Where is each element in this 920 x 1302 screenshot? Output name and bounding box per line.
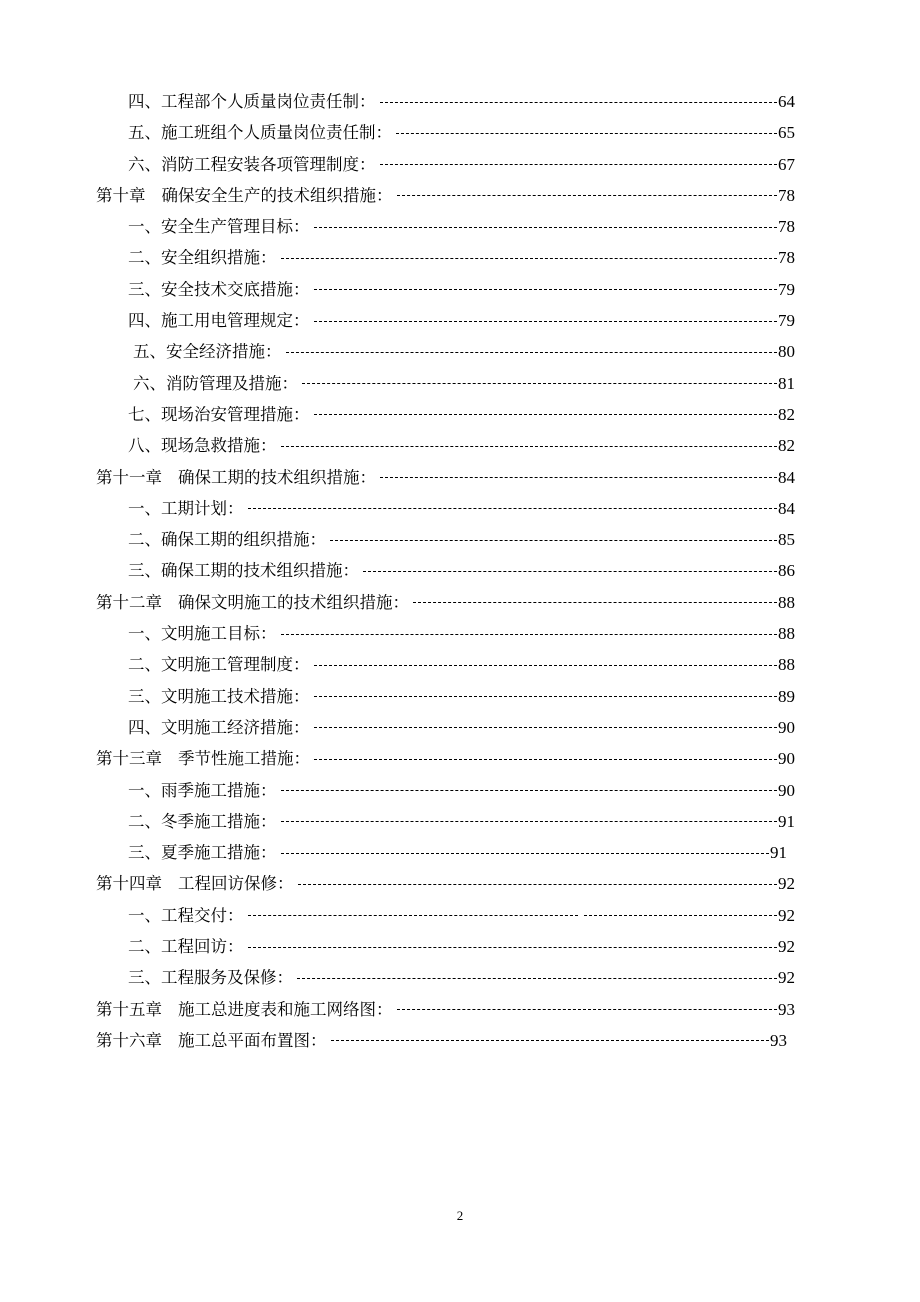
dot-leader: [248, 915, 579, 916]
toc-page-number: 79: [778, 279, 795, 299]
chapter-number: 第十五章: [96, 999, 162, 1019]
toc-section-entry[interactable]: [0, 493, 920, 524]
toc-page-number: 91: [770, 843, 787, 863]
dot-leader: [314, 414, 778, 415]
dot-leader: [281, 446, 778, 447]
dot-leader: [248, 947, 778, 948]
toc-entry-title: 二、确保工期的组织措施：: [128, 530, 326, 550]
dot-leader: [297, 978, 777, 979]
toc-section-entry[interactable]: [0, 149, 920, 180]
toc-entry-title: 一、工程交付：: [128, 905, 244, 925]
toc-entry-title: 八、现场急救措施：: [128, 436, 277, 456]
toc-page-number: 92: [778, 937, 795, 957]
dot-leader: [380, 164, 778, 165]
toc-section-entry[interactable]: [0, 681, 920, 712]
toc-section-entry[interactable]: [0, 336, 920, 367]
toc-chapter-entry[interactable]: [0, 180, 920, 211]
toc-section-entry[interactable]: [0, 86, 920, 117]
toc-page-number: 89: [778, 686, 795, 706]
toc-section-entry[interactable]: [0, 524, 920, 555]
dot-leader: [314, 759, 777, 760]
chapter-title: 确保安全生产的技术组织措施：: [161, 185, 393, 205]
toc-entry-title: [96, 868, 294, 899]
toc-chapter-entry[interactable]: [0, 994, 920, 1025]
toc-chapter-entry[interactable]: [0, 868, 920, 899]
toc-page-number: 67: [778, 154, 795, 174]
dot-leader: [286, 352, 778, 353]
toc-section-entry[interactable]: [0, 430, 920, 461]
dot-leader: [281, 634, 778, 635]
chapter-number: 第十四章: [96, 874, 162, 894]
toc-section-entry[interactable]: [0, 117, 920, 148]
toc-page-number: 93: [778, 999, 795, 1019]
toc-page-number: 92: [778, 905, 795, 925]
toc-entry-title: 五、施工班组个人质量岗位责任制：: [128, 123, 392, 143]
dot-leader: [314, 289, 778, 290]
toc-page-number: 82: [778, 404, 795, 424]
table-of-contents: [0, 86, 920, 1056]
dot-leader: [314, 696, 778, 697]
toc-section-entry[interactable]: [0, 649, 920, 680]
toc-page-number: 90: [778, 749, 795, 769]
toc-page-number: 80: [778, 342, 795, 362]
dot-leader: [314, 321, 778, 322]
toc-page-number: 92: [778, 968, 795, 988]
chapter-number: 第十二章: [96, 592, 162, 612]
chapter-number: 第十一章: [96, 467, 162, 487]
chapter-title: 施工总进度表和施工网络图：: [178, 999, 393, 1019]
toc-entry-title: 一、文明施工目标：: [128, 624, 277, 644]
toc-page-number: 88: [778, 655, 795, 675]
dot-leader: [281, 853, 770, 854]
toc-chapter-entry[interactable]: [0, 462, 920, 493]
toc-page-number: 92: [778, 874, 795, 894]
toc-chapter-entry[interactable]: [0, 743, 920, 774]
toc-chapter-entry[interactable]: [0, 587, 920, 618]
toc-section-entry[interactable]: [0, 837, 920, 868]
toc-page-number: 78: [778, 185, 795, 205]
toc-page-number: 85: [778, 530, 795, 550]
toc-page-number: 88: [778, 624, 795, 644]
toc-entry-title: [96, 462, 376, 493]
dot-leader: [363, 571, 777, 572]
toc-entry-title: 一、安全生产管理目标：: [128, 217, 310, 237]
dot-leader: [314, 665, 778, 666]
dot-leader: [314, 227, 778, 228]
toc-section-entry[interactable]: [0, 274, 920, 305]
toc-page-number: 65: [778, 123, 795, 143]
toc-page-number: 90: [778, 780, 795, 800]
chapter-number: 第十章: [96, 185, 146, 205]
toc-entry-title: 三、工程服务及保修：: [128, 968, 293, 988]
dot-leader: [281, 821, 778, 822]
dot-leader: [281, 258, 778, 259]
toc-entry-title: 二、冬季施工措施：: [128, 811, 277, 831]
toc-chapter-entry[interactable]: [0, 1025, 920, 1056]
toc-page-number: 93: [770, 1030, 787, 1050]
dot-leader: [397, 195, 778, 196]
dot-leader: [396, 133, 777, 134]
dot-leader: [380, 102, 778, 103]
toc-page-number: 78: [778, 217, 795, 237]
toc-entry-title: 二、文明施工管理制度：: [128, 655, 310, 675]
toc-entry-title: 四、文明施工经济措施：: [128, 717, 310, 737]
toc-section-entry[interactable]: [0, 242, 920, 273]
toc-entry-title: 一、雨季施工措施：: [128, 780, 277, 800]
dot-leader: [302, 383, 777, 384]
toc-section-entry[interactable]: [0, 806, 920, 837]
dot-leader: [281, 790, 778, 791]
toc-section-entry[interactable]: [0, 618, 920, 649]
chapter-number: 第十六章: [96, 1030, 162, 1050]
toc-entry-title: [96, 587, 409, 618]
toc-entry-title: 五、安全经济措施：: [133, 342, 282, 362]
toc-entry-title: 三、文明施工技术措施：: [128, 686, 310, 706]
dot-leader: [397, 1009, 778, 1010]
toc-entry-title: 六、消防管理及措施：: [133, 373, 298, 393]
dot-leader: [380, 477, 777, 478]
dot-leader: [331, 1040, 770, 1041]
toc-entry-title: [96, 743, 310, 774]
chapter-title: 确保工期的技术组织措施：: [178, 467, 376, 487]
toc-entry-title: 一、工期计划：: [128, 498, 244, 518]
toc-page-number: 84: [778, 467, 795, 487]
toc-section-entry[interactable]: [0, 900, 920, 931]
toc-entry-title: [96, 994, 393, 1025]
toc-section-entry[interactable]: [0, 368, 920, 399]
toc-page-number: 79: [778, 311, 795, 331]
toc-entry-title: 三、夏季施工措施：: [128, 843, 277, 863]
toc-entry-title: 四、工程部个人质量岗位责任制：: [128, 92, 376, 111]
toc-page-number: 86: [778, 561, 795, 581]
toc-entry-title: 二、工程回访：: [128, 937, 244, 957]
chapter-number: 第十三章: [96, 749, 162, 769]
toc-section-entry[interactable]: [0, 211, 920, 242]
toc-section-entry[interactable]: [0, 305, 920, 336]
toc-page-number: 64: [778, 92, 795, 111]
toc-page-number: 81: [778, 373, 795, 393]
chapter-title: 确保文明施工的技术组织措施：: [178, 592, 409, 612]
toc-entry-title: 七、现场治安管理措施：: [128, 404, 310, 424]
toc-page-number: 84: [778, 498, 795, 518]
toc-section-entry[interactable]: [0, 931, 920, 962]
toc-entry-title: 三、确保工期的技术组织措施：: [128, 561, 359, 581]
page-number: 2: [456, 1208, 464, 1223]
toc-page-number: 91: [778, 811, 795, 831]
dot-leader: [298, 884, 778, 885]
toc-entry-title: 六、消防工程安装各项管理制度：: [128, 154, 376, 174]
toc-section-entry[interactable]: [0, 399, 920, 430]
toc-page-number: 90: [778, 717, 795, 737]
dot-leader: [248, 508, 778, 509]
dot-leader: [413, 602, 777, 603]
toc-section-entry[interactable]: [0, 555, 920, 586]
toc-entry-title: 三、安全技术交底措施：: [128, 279, 310, 299]
toc-entry-title: 二、安全组织措施：: [128, 248, 277, 268]
toc-entry-title: 四、施工用电管理规定：: [128, 311, 310, 331]
chapter-title: 施工总平面布置图：: [178, 1030, 327, 1050]
dot-leader: [330, 540, 777, 541]
chapter-title: 季节性施工措施：: [178, 749, 310, 769]
toc-entry-title: [96, 1025, 327, 1056]
toc-page-number: 82: [778, 436, 795, 456]
toc-entry-title: [96, 180, 393, 211]
dot-leader: [584, 915, 777, 916]
chapter-title: 工程回访保修：: [178, 874, 294, 894]
toc-section-entry[interactable]: [0, 775, 920, 806]
toc-section-entry[interactable]: [0, 712, 920, 743]
toc-page-number: 88: [778, 592, 795, 612]
toc-section-entry[interactable]: [0, 962, 920, 993]
dot-leader: [314, 727, 778, 728]
toc-page-number: 78: [778, 248, 795, 268]
